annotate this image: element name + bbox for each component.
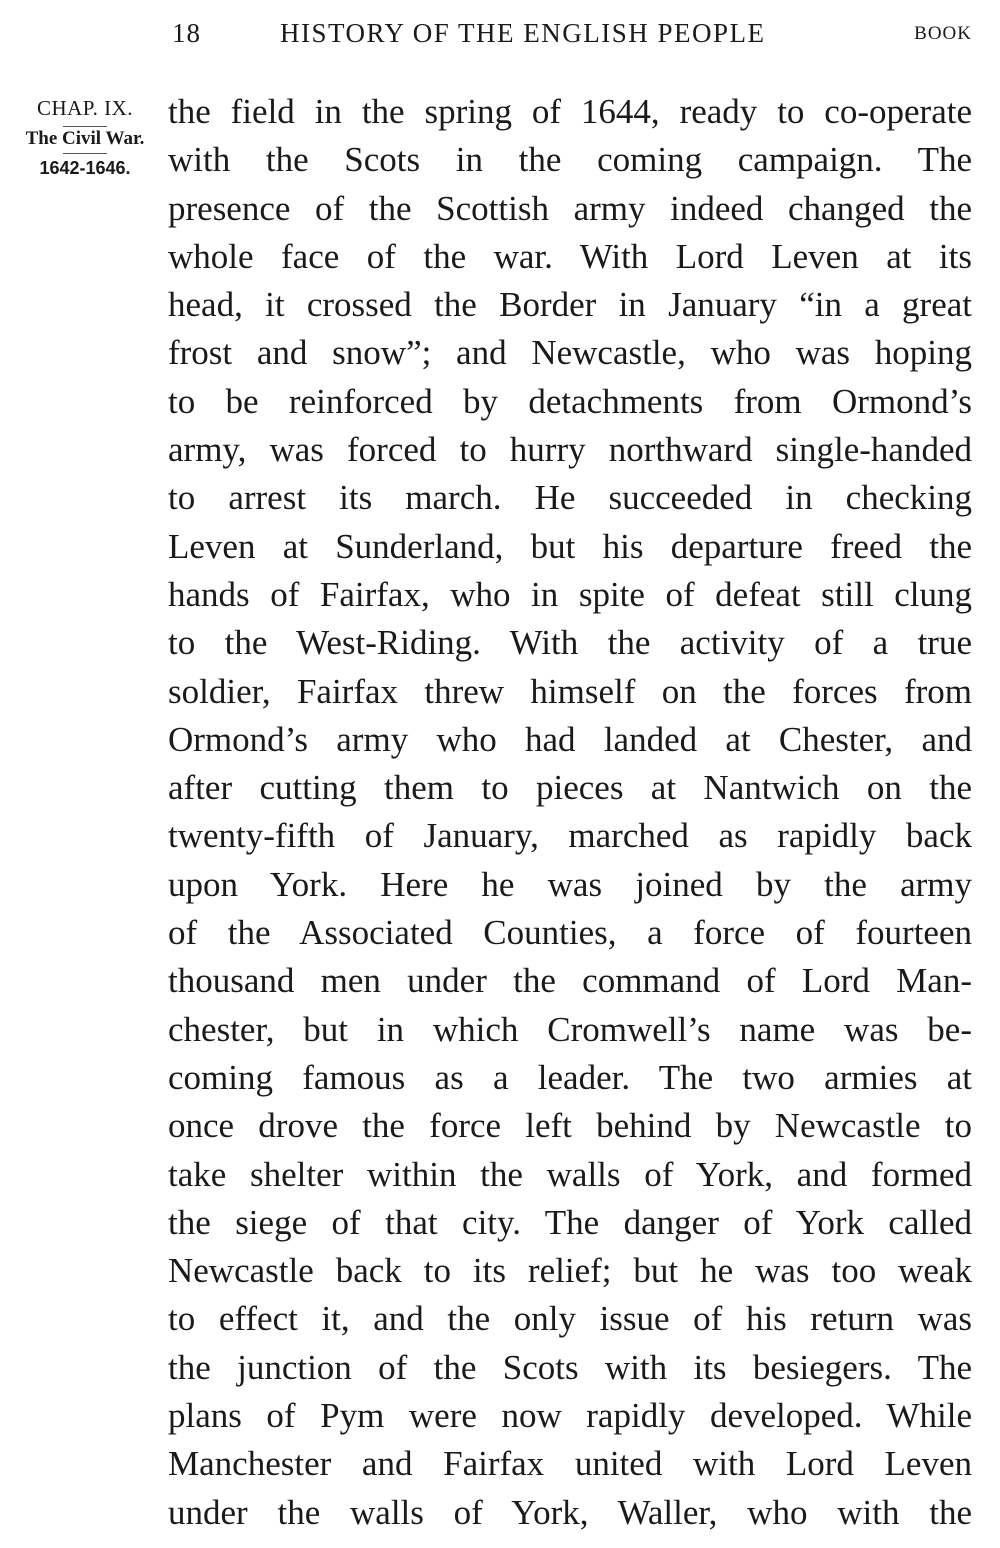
text-line: whole face of the war. With Lord Leven at its xyxy=(168,236,972,276)
text-line: upon York. Here he was joined by the army xyxy=(168,864,972,904)
text-line: coming famous as a leader. The two armies at xyxy=(168,1057,972,1097)
text-line: to effect it, and the only issue of his return was xyxy=(168,1299,972,1339)
text-line: with the Scots in the coming campaign. The xyxy=(168,140,972,180)
body-text xyxy=(168,88,972,1537)
text-line: thousand men under the command of Lord Man- xyxy=(168,961,972,1001)
text-line: twenty-fifth of January, marched as rapidly back xyxy=(168,816,972,856)
page-number: 18 xyxy=(172,18,201,48)
text-line: army, was forced to hurry northward single-handed xyxy=(168,430,972,470)
text-line: Ormond’s army who had landed at Chester, and xyxy=(168,719,972,759)
text-line: take shelter within the walls of York, and formed xyxy=(168,1154,972,1194)
sidenote-chapter: CHAP. IX. xyxy=(36,96,134,120)
text-line: once drove the force left behind by Newcastle to xyxy=(168,1106,972,1146)
margin-sidenote xyxy=(10,94,160,180)
text-line: Leven at Sunderland, but his departure freed the xyxy=(168,526,972,566)
running-title: HISTORY OF THE ENGLISH PEOPLE xyxy=(280,18,766,48)
sidenote-dates: 1642-1646. xyxy=(39,158,131,178)
text-line: head, it crossed the Border in January “in a great xyxy=(168,285,972,325)
running-header xyxy=(172,18,972,58)
sidenote-divider xyxy=(63,153,107,154)
text-line: after cutting them to pieces at Nantwich on the xyxy=(168,768,972,808)
text-line: to the West-Riding. With the activity of a true xyxy=(168,623,972,663)
sidenote-subject: The Civil War. xyxy=(25,128,145,149)
text-line: presence of the Scottish army indeed changed the xyxy=(168,188,972,228)
text-line: the field in the spring of 1644, ready to co-operate xyxy=(168,92,972,131)
text-line: of the Associated Counties, a force of fourteen xyxy=(168,913,972,953)
text-line: frost and snow”; and Newcastle, who was hoping xyxy=(168,333,972,373)
text-line: under the walls of York, Waller, who with the xyxy=(168,1492,972,1532)
text-line: to be reinforced by detachments from Ormond’s xyxy=(168,381,972,421)
text-line: the junction of the Scots with its besiegers. The xyxy=(168,1347,972,1387)
text-line: the siege of that city. The danger of York called xyxy=(168,1202,972,1242)
text-line: hands of Fairfax, who in spite of defeat still clung xyxy=(168,574,972,614)
sidenote-divider xyxy=(63,126,107,127)
text-line: chester, but in which Cromwell’s name was be- xyxy=(168,1009,972,1049)
text-line: plans of Pym were now rapidly developed. While xyxy=(168,1396,972,1436)
text-line: soldier, Fairfax threw himself on the forces from xyxy=(168,671,972,711)
text-line: Newcastle back to its relief; but he was too weak xyxy=(168,1251,972,1291)
text-line: Manchester and Fairfax united with Lord Leven xyxy=(168,1444,972,1484)
book-label: BOOK xyxy=(914,23,972,44)
text-line: to arrest its march. He succeeded in checking xyxy=(168,478,972,518)
